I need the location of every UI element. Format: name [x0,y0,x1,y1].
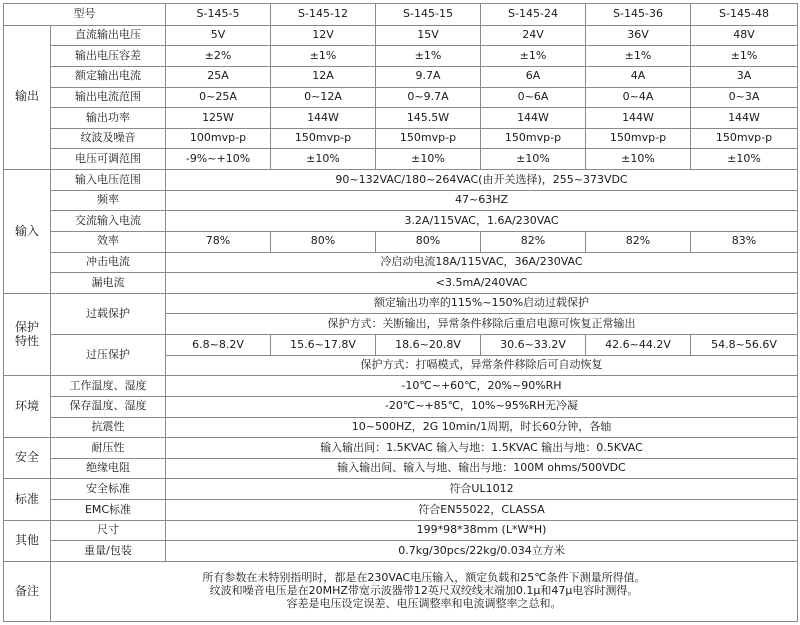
cell-value: 6A [481,66,586,87]
cell-value: 输入输出间：1.5KVAC 输入与地：1.5KVAC 输出与地：0.5KVAC [166,438,798,459]
cell-value: ±10% [586,149,691,170]
table-row [4,108,798,129]
cell-value: 80% [376,231,481,252]
cell-value: ±1% [481,46,586,67]
cell-value: 10~500HZ，2G 10min/1周期，时长60分钟，各轴 [166,417,798,438]
cell-value: 83% [691,231,798,252]
section-standards: 标准 [4,479,51,520]
section-input: 输入 [4,170,51,294]
notes-row [4,561,798,621]
cell-value: 144W [481,108,586,129]
cell-value: ±1% [691,46,798,67]
cell-value: 12V [271,25,376,46]
model-name: S-145-15 [376,4,481,26]
cell-value: 0~12A [271,87,376,108]
table-row [4,438,798,459]
row-label: 安全标准 [51,479,166,500]
cell-value: 额定输出功率的115%~150%启动过载保护 [166,293,798,314]
table-row [4,25,798,46]
cell-value: 输入输出间、输入与地、输出与地：100M ohms/500VDC [166,458,798,479]
cell-value: ±2% [166,46,271,67]
table-row [4,396,798,417]
table-row [4,46,798,67]
cell-value: 12A [271,66,376,87]
section-environment: 环境 [4,376,51,438]
model-name: S-145-5 [166,4,271,26]
cell-value: ±1% [586,46,691,67]
cell-value: -20℃~+85℃，10%~95%RH无冷凝 [166,396,798,417]
row-label: 抗震性 [51,417,166,438]
spec-table [3,3,798,622]
table-row [4,190,798,211]
cell-value: 145.5W [376,108,481,129]
note-line: 纹波和噪音电压是在20MHZ带宽示波器带12英尺双绞线末端加0.1μ和47μ电容时测得。 [209,584,639,598]
table-row [4,170,798,191]
cell-value: 54.8~56.6V [691,335,798,356]
cell-value: 150mvp-p [271,128,376,149]
note-line: 所有参数在未特别指明时，都是在230VAC电压输入，额定负载和25℃条件下测量所得值。 [202,571,646,585]
cell-value: 15V [376,25,481,46]
cell-value: -10℃~+60℃，20%~90%RH [166,376,798,397]
cell-value: 100mvp-p [166,128,271,149]
cell-value: 0~3A [691,87,798,108]
row-label: 漏电流 [51,273,166,294]
cell-value: 125W [166,108,271,129]
row-label: 频率 [51,190,166,211]
table-row [4,520,798,541]
table-row [4,128,798,149]
table-row [4,231,798,252]
cell-value: 0~4A [586,87,691,108]
cell-value: ±1% [376,46,481,67]
cell-value: ±10% [271,149,376,170]
row-label: 额定输出电流 [51,66,166,87]
cell-value: 150mvp-p [586,128,691,149]
row-label: 效率 [51,231,166,252]
cell-value: 80% [271,231,376,252]
table-row [4,293,798,314]
cell-value: 25A [166,66,271,87]
row-label: 过压保护 [51,335,166,376]
row-label: EMC标准 [51,500,166,521]
section-protection-line2: 特性 [14,333,39,348]
cell-value: 保护方式：打嗝模式，异常条件移除后可自动恢复 [166,355,798,376]
row-label: 绝缘电阻 [51,458,166,479]
table-row [4,335,798,356]
table-row [4,87,798,108]
row-label: 交流输入电流 [51,211,166,232]
cell-value: 3A [691,66,798,87]
model-name: S-145-24 [481,4,586,26]
row-label: 输出电压容差 [51,46,166,67]
cell-value: 30.6~33.2V [481,335,586,356]
row-label: 工作温度、湿度 [51,376,166,397]
cell-value: 47~63HZ [166,190,798,211]
section-other: 其他 [4,520,51,561]
table-row [4,376,798,397]
row-label: 输出功率 [51,108,166,129]
cell-value: 0~9.7A [376,87,481,108]
cell-value: ±10% [691,149,798,170]
cell-value: 82% [586,231,691,252]
cell-value: 符合EN55022，CLASSA [166,500,798,521]
cell-value: ±10% [481,149,586,170]
cell-value: 冷启动电流18A/115VAC，36A/230VAC [166,252,798,273]
table-row [4,541,798,562]
row-label: 尺寸 [51,520,166,541]
row-label: 冲击电流 [51,252,166,273]
section-notes: 备注 [4,561,51,621]
cell-value: 4A [586,66,691,87]
table-row [4,149,798,170]
row-label: 过载保护 [51,293,166,334]
section-safety: 安全 [4,438,51,479]
cell-value: 90~132VAC/180~264VAC(由开关选择)，255~373VDC [166,170,798,191]
cell-value: 0~25A [166,87,271,108]
cell-value: 符合UL1012 [166,479,798,500]
cell-value: 18.6~20.8V [376,335,481,356]
section-protection [4,293,51,376]
section-output: 输出 [4,25,51,169]
cell-value: 199*98*38mm (L*W*H) [166,520,798,541]
cell-value: 0~6A [481,87,586,108]
row-label: 直流输出电压 [51,25,166,46]
row-label: 输出电流范围 [51,87,166,108]
table-row [4,252,798,273]
cell-value: 48V [691,25,798,46]
note-line: 容差是电压设定误差、电压调整率和电流调整率之总和。 [286,596,562,610]
model-name: S-145-48 [691,4,798,26]
cell-value: 15.6~17.8V [271,335,376,356]
cell-value: 0.7kg/30pcs/22kg/0.034立方米 [166,541,798,562]
cell-value: 保护方式：关断输出，异常条件移除后重启电源可恢复正常输出 [166,314,798,335]
table-row [4,500,798,521]
cell-value: 144W [691,108,798,129]
model-name: S-145-12 [271,4,376,26]
model-name: S-145-36 [586,4,691,26]
header-row [4,4,798,26]
table-row [4,273,798,294]
cell-value: -9%~+10% [166,149,271,170]
row-label: 输入电压范围 [51,170,166,191]
cell-value: 36V [586,25,691,46]
cell-value: 82% [481,231,586,252]
row-label: 纹波及噪音 [51,128,166,149]
cell-value: <3.5mA/240VAC [166,273,798,294]
cell-value: 150mvp-p [691,128,798,149]
cell-value: 24V [481,25,586,46]
notes-text [51,561,798,621]
cell-value: 150mvp-p [376,128,481,149]
table-row [4,479,798,500]
model-header-label: 型号 [4,4,166,26]
cell-value: 78% [166,231,271,252]
row-label: 耐压性 [51,438,166,459]
row-label: 电压可调范围 [51,149,166,170]
section-protection-line1: 保护 [14,319,39,334]
cell-value: ±1% [271,46,376,67]
cell-value: 5V [166,25,271,46]
table-row [4,211,798,232]
cell-value: 42.6~44.2V [586,335,691,356]
cell-value: 9.7A [376,66,481,87]
cell-value: 144W [271,108,376,129]
cell-value: 6.8~8.2V [166,335,271,356]
cell-value: ±10% [376,149,481,170]
row-label: 重量/包装 [51,541,166,562]
table-row [4,458,798,479]
cell-value: 3.2A/115VAC，1.6A/230VAC [166,211,798,232]
row-label: 保存温度、湿度 [51,396,166,417]
table-row [4,66,798,87]
cell-value: 150mvp-p [481,128,586,149]
cell-value: 144W [586,108,691,129]
table-row [4,417,798,438]
